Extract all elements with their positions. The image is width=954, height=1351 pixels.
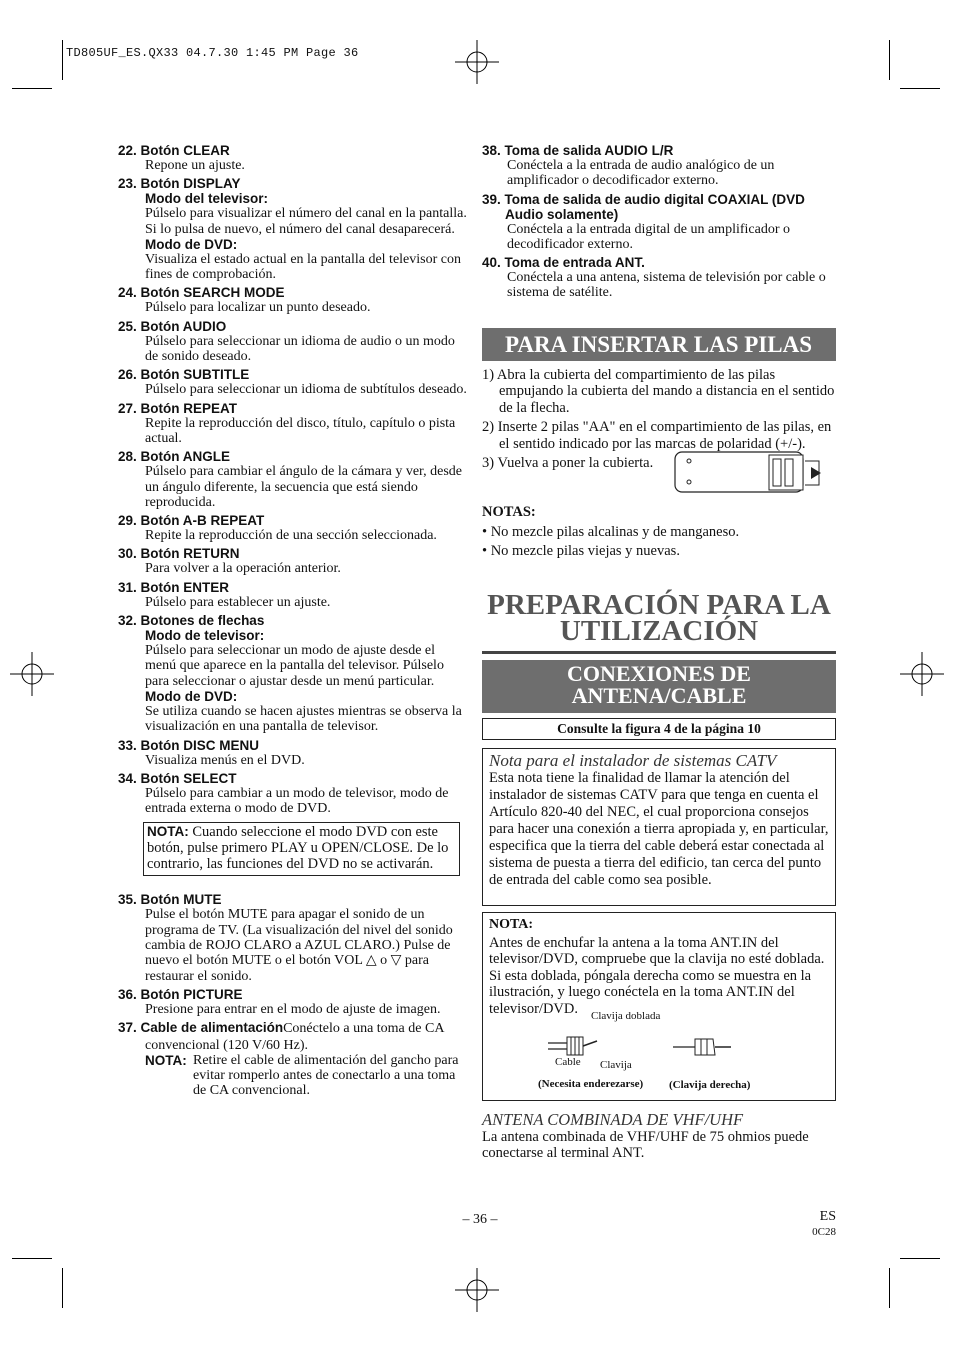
button-item (118, 987, 468, 1017)
registration-mark (10, 652, 54, 696)
item-number: 38. (482, 143, 501, 158)
item-text: Púlselo para seleccionar un idioma de subtítulos deseado. (145, 382, 467, 398)
connector-list (482, 143, 836, 301)
button-item (118, 367, 468, 397)
item-number: 23. (118, 176, 137, 192)
mode-subheading: Modo de DVD: (145, 236, 238, 252)
item-label: Botón PICTURE (140, 986, 243, 1002)
button-item (118, 143, 468, 173)
note-box (143, 822, 460, 876)
item-number: 27. (118, 400, 137, 416)
item-text: Púlselo para seleccionar un modo de ajuste desde el menú que aparece en la pantalla del televisor. Púlselo para seleccionar o ajustar desde un menú particular. (145, 643, 444, 689)
item-title (118, 987, 468, 1002)
button-item (118, 613, 468, 734)
antena-heading: ANTENA COMBINADA DE VHF/UHF (482, 1109, 744, 1129)
banner-line: CONEXIONES DE (567, 660, 751, 686)
item-text: Se utiliza cuando se hacen ajustes mientras se observa la visualización en una pantalla de televisor. (145, 703, 462, 735)
item-number: 29. (118, 513, 137, 529)
crop-mark (62, 40, 63, 80)
button-item (118, 285, 468, 315)
item-title (118, 367, 468, 382)
item-label: Botón ENTER (140, 579, 230, 595)
item-number: 28. (118, 449, 137, 465)
item-text: Conéctela a la entrada digital de un amplificador o decodificador externo. (507, 221, 790, 252)
label-straight-plug: (Clavija derecha) (669, 1078, 751, 1091)
step-text: Vuelva a poner la cubierta. (497, 455, 654, 472)
note-text: Retire el cable de alimentación del gancho para evitar romperlo antes de conectarlo a una toma de CA convencional. (193, 1052, 459, 1099)
item-text: Repite la reproducción del disco, título, capítulo o pista actual. (145, 415, 456, 446)
print-slug: TD805UF_ES.QX33 04.7.30 1:45 PM Page 36 (66, 46, 359, 60)
item-text: Púlselo para cambiar el ángulo de la cámara y ver, desde un ángulo diferente, la secuencia que está siendo reproducida. (145, 464, 463, 510)
item-number: 30. (118, 546, 137, 562)
item-text: Púlselo para seleccionar un idioma de audio o un modo de sonido deseado. (145, 333, 455, 365)
item-label: Botón DISC MENU (140, 737, 260, 753)
note-text: Cuando seleccione el modo DVD con este botón, pulse primero PLAY u OPEN/CLOSE. De lo contrario, las funciones del DVD no se activarán. (147, 824, 449, 873)
nota-text: Antes de enchufar la antena a la toma ANT.IN del televisor/DVD, compruebe que la clavija no esté doblada. Si esta doblada, póngala derecha como se muestra en la ilustración, y luego conéctela en la toma ANT.IN del televisor/DVD. (489, 934, 825, 1017)
item-title (118, 449, 468, 464)
item-number: 32. (118, 613, 137, 629)
catv-heading: Nota para el instalador de sistemas CATV (489, 750, 777, 770)
label-cable: Cable (555, 1055, 581, 1068)
pilas-step (482, 455, 836, 499)
item-title (118, 143, 468, 158)
nota-text: No mezcle pilas viejas y nuevas. (490, 543, 680, 560)
crop-mark (62, 1268, 63, 1308)
item-number: 22. (118, 143, 137, 158)
item-title (118, 580, 468, 595)
item-number: 31. (118, 579, 137, 595)
registration-mark (900, 652, 944, 696)
page-title (482, 588, 836, 647)
item-title (118, 546, 468, 561)
item-number: 36. (118, 986, 137, 1002)
item-text: Pulse el botón MUTE para apagar el sonido de un programa de TV. (La visualización del nivel del sonido cambia de ROJO CLARO a AZUL CLARO.) Pulse de nuevo el botón MUTE o el botón VOL △ o ▽ para restaurar el sonido. (145, 907, 453, 984)
item-title (482, 192, 836, 222)
item-label: Botón RETURN (140, 546, 240, 562)
item-text: Púlselo para localizar un punto deseado. (145, 300, 371, 316)
right-column (482, 143, 836, 1162)
step-number: 2) (482, 419, 495, 436)
hanging-note (145, 1053, 468, 1099)
item-title (118, 285, 468, 300)
label-bent: Clavija doblada (591, 1009, 661, 1022)
nota-item: • No mezcle pilas alcalinas y de manganeso. (482, 523, 740, 540)
button-item (118, 1020, 468, 1098)
item-label: Toma de salida de audio digital COAXIAL (DVD Audio solamente) (504, 191, 805, 222)
section-banner-pilas: PARA INSERTAR LAS PILAS (482, 328, 836, 361)
button-item (118, 449, 468, 510)
item-number: 40. (482, 255, 501, 271)
crop-mark (889, 1268, 890, 1308)
item-number: 35. (118, 892, 137, 908)
item-title (118, 513, 468, 528)
item-label: Botón SEARCH MODE (140, 285, 285, 301)
item-number: 39. (482, 191, 501, 207)
connector-item (482, 192, 836, 253)
left-column (118, 143, 468, 1102)
item-label: Botón SELECT (140, 770, 237, 786)
item-inline-text: Conéctelo a una toma de CA convencional (120 V/60 Hz). (145, 1021, 444, 1053)
nota-antena-box (482, 912, 836, 1101)
crop-mark (900, 1258, 940, 1259)
item-title (118, 319, 468, 334)
item-title (118, 738, 468, 753)
page-title-line: UTILIZACIÓN (559, 614, 759, 647)
nota-item: • No mezcle pilas viejas y nuevas. (482, 543, 680, 560)
item-number: 34. (118, 770, 137, 786)
item-title (118, 401, 468, 416)
button-item (118, 892, 468, 983)
item-title (118, 771, 468, 786)
item-title (118, 176, 468, 191)
crop-mark (900, 88, 940, 89)
item-title (482, 143, 836, 158)
label-plug: Clavija (600, 1058, 632, 1071)
registration-mark (455, 1268, 499, 1312)
item-label: Botones de flechas (140, 613, 265, 629)
page-title-line: PREPARACIÓN PARA LA (487, 588, 831, 621)
button-item (118, 546, 468, 576)
item-text: Visualiza menús en el DVD. (145, 752, 305, 768)
button-item (118, 319, 468, 365)
antena-text: La antena combinada de VHF/UHF de 75 ohmios puede conectarse al terminal ANT. (482, 1128, 809, 1162)
item-label: Botón REPEAT (140, 400, 238, 416)
connector-item (482, 143, 836, 189)
button-item (118, 513, 468, 543)
pilas-step (482, 367, 836, 417)
mode-subheading: Modo de DVD: (145, 688, 238, 704)
mode-subheading: Modo de televisor: (145, 628, 265, 644)
catv-text: Esta nota tiene la finalidad de llamar la atención del instalador de sistemas CATV para que tenga en cuenta el Artículo 820-40 del NEC, el cual proporciona consejos para hacer una conexión a tierra apropiada y, en particular, especifica que la tierra del cable deberá estar conectada al sistema de puesta a tierra del edificio, tan cerca del punto de entrada del cable como sea posible. (489, 769, 829, 888)
item-text: Presione para entrar en el modo de ajuste de imagen. (145, 1001, 441, 1017)
crop-mark (12, 1258, 52, 1259)
item-number: 24. (118, 285, 137, 301)
banner-line: ANTENA/CABLE (571, 682, 747, 708)
step-number: 3) (482, 455, 495, 472)
pilas-step (482, 419, 836, 452)
item-number: 26. (118, 367, 137, 383)
item-text: Visualiza el estado actual en la pantalla del televisor con fines de comprobación. (145, 251, 461, 283)
item-label: Botón ANGLE (140, 449, 231, 465)
registration-mark (455, 40, 499, 84)
item-title (118, 613, 468, 628)
item-label: Botón A-B REPEAT (140, 513, 265, 529)
item-number: 33. (118, 737, 137, 753)
document-code: 0C28 (812, 1226, 836, 1238)
item-text: Para volver a la operación anterior. (145, 561, 341, 577)
crop-mark (12, 88, 52, 89)
item-label: Botón CLEAR (140, 143, 230, 158)
item-label: Cable de alimentación (140, 1020, 284, 1036)
item-text: Repite la reproducción de una sección seleccionada. (145, 528, 437, 544)
figure-reference: Consulte la figura 4 de la página 10 (482, 718, 836, 740)
item-number: 37. (118, 1020, 137, 1036)
item-label: Botón SUBTITLE (140, 367, 250, 383)
page-number: – 36 – (462, 1212, 498, 1227)
item-text: Púlselo para establecer un ajuste. (145, 594, 331, 610)
catv-note-box (482, 748, 836, 906)
language-code: ES (819, 1209, 836, 1224)
item-number: 25. (118, 318, 137, 334)
item-title (482, 255, 836, 270)
connector-item (482, 255, 836, 301)
note-label: NOTA: (145, 1052, 187, 1068)
pilas-steps (482, 367, 836, 500)
remote-battery-illustration (673, 449, 831, 495)
button-item (118, 401, 468, 447)
item-title (118, 1020, 468, 1053)
item-label: Botón AUDIO (140, 318, 227, 334)
step-number: 1) (482, 366, 495, 383)
item-text: Púlselo para cambiar a un modo de televisor, modo de entrada externa o modo de DVD. (145, 785, 449, 817)
step-text: Inserte 2 pilas "AA" en el compartimiento de las pilas, en el sentido indicado por las marcas de polaridad (+/-). (497, 419, 832, 452)
button-item (118, 771, 468, 877)
item-label: Botón MUTE (140, 892, 222, 908)
button-item (118, 580, 468, 610)
item-text: Púlselo para visualizar el número del canal en la pantalla. Si lo pulsa de nuevo, el número del canal desaparecerá. (145, 206, 467, 237)
note-label: NOTA: (147, 824, 189, 840)
button-item (118, 176, 468, 282)
step-text: Abra la cubierta del compartimiento de las pilas empujando la cubierta del mando a distancia en el sentido de la flecha. (496, 366, 835, 416)
item-label: Toma de salida AUDIO L/R (504, 143, 674, 158)
item-text: Repone un ajuste. (145, 158, 245, 173)
nota-text: No mezcle pilas alcalinas y de manganeso. (490, 523, 740, 540)
notas-list (482, 523, 836, 562)
crop-mark (889, 40, 890, 80)
title-rule (482, 651, 836, 654)
nota-heading: NOTA: (489, 916, 534, 932)
item-label: Botón DISPLAY (140, 176, 241, 192)
button-item (118, 738, 468, 768)
item-title (118, 892, 468, 907)
item-text: Conéctela a la entrada de audio analógico de un amplificador o decodificador externo. (507, 158, 775, 189)
mode-subheading: Modo del televisor: (145, 191, 269, 207)
section-banner-conexiones (482, 660, 836, 713)
item-text: Conéctela a una antena, sistema de televisión por cable o sistema de satélite. (507, 270, 826, 301)
item-label: Toma de entrada ANT. (504, 255, 645, 271)
label-need-straighten: (Necesita enderezarse) (538, 1077, 644, 1090)
notas-heading: NOTAS: (482, 504, 536, 521)
